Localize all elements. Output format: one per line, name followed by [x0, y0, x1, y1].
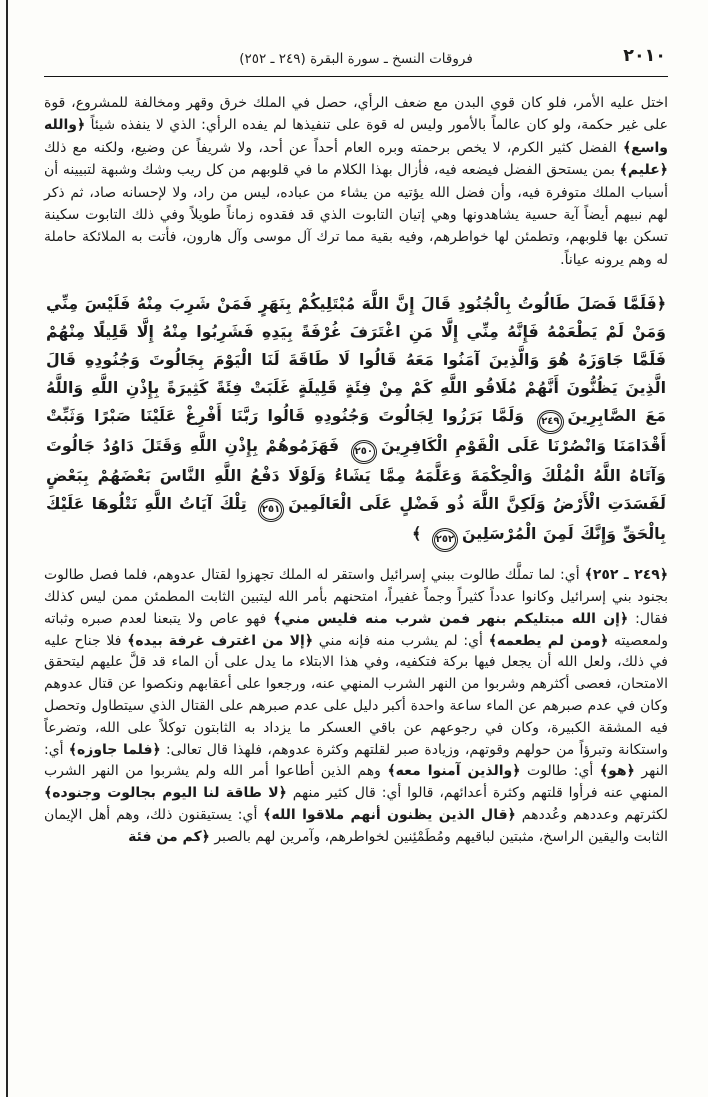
ayah-number-ornament: ٢٥٢ — [434, 530, 456, 550]
quran-quote-text: ﴿والله واسع﴾ — [44, 117, 668, 156]
paragraph-tafsir-commentary — [44, 565, 668, 848]
quran-quote-text: ﴿كم من فئة — [128, 828, 210, 845]
quran-quote-text: ﴿إلا من اغترف غرفة بيده﴾ — [127, 632, 314, 649]
ayah-number-ornament: ٢٥٠ — [353, 442, 375, 462]
quran-quote-text: فَهَزَمُوهُمْ بِإِذْنِ اللَّهِ وَقَتَلَ دَاوُدُ جَالُوتَ وَآتَاهُ اللَّهُ الْمُلْكَ وَالْحِكْمَةَ وَعَلَّمَهُ مِمَّا يَشَاءُ وَلَوْلَا دَفْعُ اللَّهِ النَّاسَ بَعْضَهُمْ بِبَعْضٍ لَفَسَدَتِ الْأَرْضُ وَلَكِنَّ اللَّهَ ذُو فَضْلٍ عَلَى الْعَالَمِينَ — [46, 436, 666, 514]
quran-quote-text: ﴿والذين آمنوا معه﴾ — [387, 763, 521, 780]
quran-quote-text: ﴿عليم﴾ — [619, 162, 668, 179]
body-text: وهم الذين أطاعوا أمر الله ولم يشربوا من النهر الشرب المنهي عنه فرأوا قلتهم وكثرة أعدائهم، قالوا أي: قال كثير منهم — [44, 763, 668, 802]
ayah-number-ornament: ٢٤٩ — [539, 412, 561, 432]
body-text: أي: النهر — [44, 741, 668, 780]
quran-verses-block — [46, 290, 666, 550]
body-text: بمن يستحق الفضل فيضعه فيه، فأزال بهذا الكلام ما في قلوبهم من كل ريب وشك وشبهة لتبيينه أن أسباب الملك متوفرة فيه، وأن فضل الله يؤتيه من يشاء من عباده، ليس من راد، ولا لإحسانه صاد، ثم ذكر لهم نبيهم أيضاً آية حسية يشاهدونها وهي إتيان التابوت الذي قد فقدوه زماناً طويلاً وفي ذلك التابوت سكينة تسكن بها قلوبهم، وتطمئن لها خواطرهم، وفيه بقية مما ترك آل موسى وآل هارون، فأتت به الملائكة حاملة له وهم يرونه عياناً. — [44, 162, 668, 268]
quran-quote-text: ﴿فَلَمَّا فَصَلَ طَالُوتُ بِالْجُنُودِ قَالَ إِنَّ اللَّهَ مُبْتَلِيكُمْ بِنَهَرٍ فَمَنْ شَرِبَ مِنْهُ فَلَيْسَ مِنِّي وَمَنْ لَمْ يَطْعَمْهُ فَإِنَّهُ مِنِّي إِلَّا مَنِ اغْتَرَفَ غُرْفَةً بِيَدِهِ فَشَرِبُوا مِنْهُ إِلَّا قَلِيلًا مِنْهُمْ فَلَمَّا جَاوَزَهُ هُوَ وَالَّذِينَ آمَنُوا مَعَهُ قَالُوا لَا طَاقَةَ لَنَا الْيَوْمَ بِجَالُوتَ وَجُنُودِهِ قَالَ الَّذِينَ يَظُنُّونَ أَنَّهُمْ مُلَاقُو اللَّهِ كَمْ مِنْ فِئَةٍ قَلِيلَةٍ غَلَبَتْ فِئَةً كَثِيرَةً بِإِذْنِ اللَّهِ وَاللَّهُ مَعَ الصَّابِرِينَ — [46, 294, 666, 426]
page-header — [44, 46, 668, 72]
running-head-title: فروقات النسخ ـ سورة البقرة (٢٤٩ ـ ٢٥٢) — [239, 51, 473, 67]
header-rule — [44, 76, 668, 77]
quran-quote-text: ﴿قال الذين يظنون أنهم ملاقوا الله﴾ — [263, 807, 516, 824]
body-text: أي: طالوت — [520, 763, 600, 780]
body-text: فهو عاص ولا يتبعنا لعدم صبره وثباته ولمعصيته — [44, 610, 669, 649]
quran-quote-text: ﴿لا طاقة لنا اليوم بجالوت وجنوده﴾ — [44, 785, 287, 802]
page-number: ٢٠١٠ — [623, 46, 666, 66]
body-text: الفضل كثير الكرم، لا يخص برحمته وبره العام أحداً عن أحد، ولا شريفاً عن وضيع، ولكنه مع ذلك — [44, 139, 623, 156]
body-text: اختل عليه الأمر، فلو كان قوي البدن مع ضعف الرأي، حصل في الملك خرق وقهر ومخالفة للمشروع، قوة على غير حكمة، ولو كان عالماً بالأمور وليس له قوة على تنفيذها لم يفده الرأي: الذي لا ينفذه شيئاً — [44, 95, 668, 134]
ayah-number-ornament: ٢٥١ — [260, 500, 282, 520]
body-text: أي: لما تملَّك طالوت ببني إسرائيل واستقر له الملك تجهزوا لقتال عدوهم، فلما فصل طالوت بجنود بني إسرائيل وكانوا عدداً كثيراً وجماً غفيراً، امتحنهم بأمر الله ليتبين الثابت المطمئن ممن ليس كذلك فقال: — [44, 567, 669, 627]
quran-quote-text: ﴿هو﴾ — [599, 763, 635, 780]
quran-quote-text: ﴿ومن لم يطعمه﴾ — [488, 632, 609, 649]
body-text: أي: يستيقنون ذلك، وهم أهل الإيمان الثابت واليقين الراسخ، مثبتين لباقيهم ومُطَمْئِنين لخواطرهم، وآمرين لهم بالصبر — [44, 807, 668, 845]
quran-quote-text: ﴿إن الله مبتليكم بنهر فمن شرب منه فليس مني﴾ — [273, 610, 629, 627]
quran-quote-text: تِلْكَ آيَاتُ اللَّهِ نَتْلُوهَا عَلَيْكَ بِالْحَقِّ وَإِنَّكَ لَمِنَ الْمُرْسَلِينَ — [46, 494, 666, 544]
quran-quote-text: وَلَمَّا بَرَزُوا لِجَالُوتَ وَجُنُودِهِ قَالُوا رَبَّنَا أَفْرِغْ عَلَيْنَا صَبْرًا وَثَبِّتْ أَقْدَامَنَا وَانْصُرْنَا عَلَى الْقَوْمِ الْكَافِرِينَ — [46, 406, 667, 456]
body-text: أي: لم يشرب منه فإنه مني — [313, 632, 489, 649]
quran-quote-text: ﴾ — [411, 524, 422, 544]
page-body — [44, 92, 668, 849]
scan-edge-line — [6, 0, 8, 1097]
body-text: فلا جناح عليه في ذلك، ولعل الله أن يجعل فيها بركة فتكفيه، وفي هذا الابتلاء ما يدل على أن الماء قد قلَّ عليهم ليتحقق الامتحان، فعصى أكثرهم وشربوا من النهر الشرب المنهي عنه، ورجعوا على أعقابهم ونكصوا عن قتال عدوهم وكان في عدم صبرهم عن الماء ساعة واحدة أكبر دليل على عدم صبرهم على القتال الذي سيتطاول وتحصل فيه المشقة الكبيرة، وكان في رجوعهم عن باقي العسكر ما يزداد به الثابتون توكلاً على الله، وتضرعاً واستكانة وتبرؤاً من حولهم وقوتهم، وزيادة صبر لقلتهم وكثرة عدوهم، فلهذا قال تعالى: — [44, 632, 668, 758]
paragraph-intro-commentary — [44, 92, 668, 271]
quran-quote-text: ﴿٢٤٩ ـ ٢٥٢﴾ — [584, 567, 669, 584]
body-text: لكثرتهم وعددهم وعُددهم — [515, 807, 668, 824]
quran-quote-text: ﴿فلما جاوزه﴾ — [68, 741, 161, 758]
